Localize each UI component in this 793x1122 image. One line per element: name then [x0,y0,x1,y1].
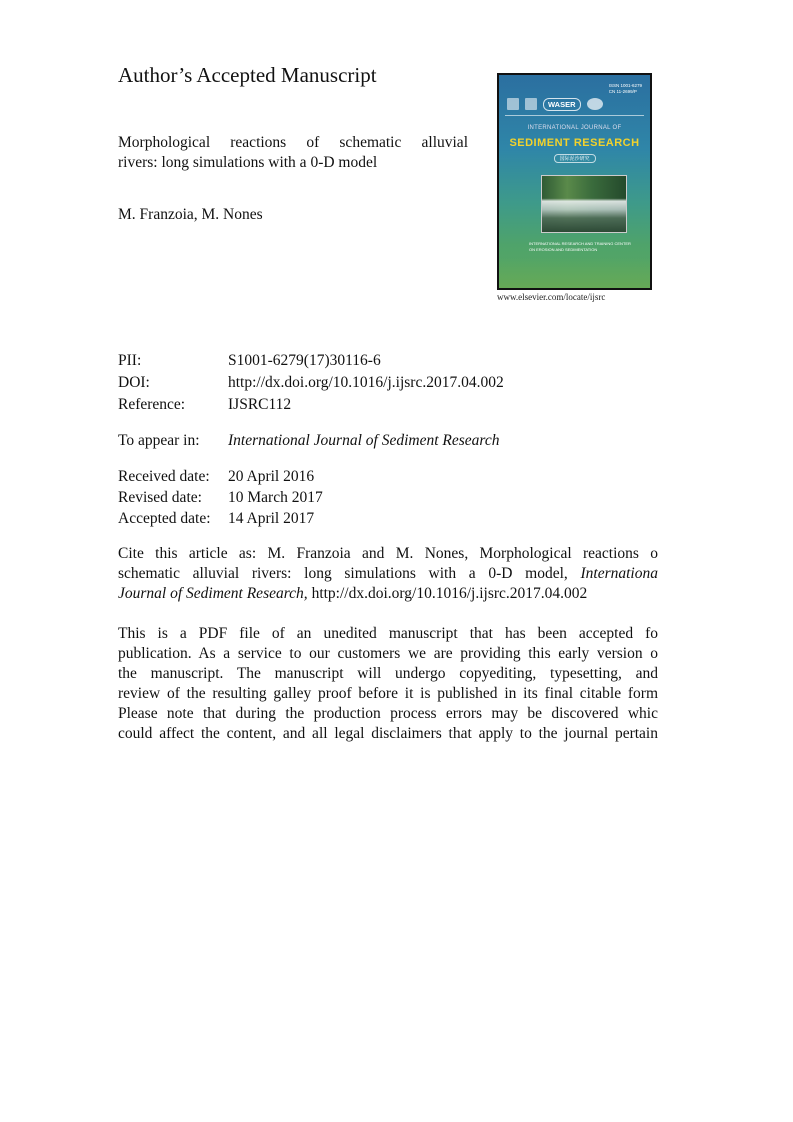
cover-journal-big: SEDIMENT RESEARCH [509,137,640,149]
doi-label: DOI: [118,374,150,391]
appear-label: To appear in: [118,432,200,449]
revised-value: 10 March 2017 [228,489,323,506]
cover-bottom-band [499,258,650,288]
appear-value: International Journal of Sediment Research [228,432,500,449]
accepted-value: 14 April 2017 [228,510,315,527]
cover-journal-small: INTERNATIONAL JOURNAL OF [527,125,622,131]
cover-logos [507,97,645,111]
reference-value: IJSRC112 [228,396,292,413]
pii-value: S1001-6279(17)30116-6 [228,352,381,369]
journal-cover-image [497,73,652,290]
disclaimer-line: Please note that during the production process errors may be discovered whic [118,705,658,722]
cover-issn: ISSN 1001-6279 CN 11-2699/P [608,83,642,94]
citation-line: Cite this article as: M. Franzoia and M. Nones, Morphological reactions o [118,545,658,562]
doi-link[interactable]: http://dx.doi.org/10.1016/j.ijsrc.2017.04.002 [228,374,504,391]
page-header-title: Author’s Accepted Manuscript [118,63,377,87]
disclaimer-line: publication. As a service to our customers we are providing this early version o [118,645,658,662]
article-title-line-1: Morphological reactions of schematic alluvial [118,134,468,151]
cover-waterfall-photo [541,175,627,233]
elsevier-logo-icon [507,98,519,110]
reference-label: Reference: [118,396,186,413]
journal-url: www.elsevier.com/locate/ijsrc [497,292,606,302]
disclaimer-line: This is a PDF file of an unedited manuscript that has been accepted fo [118,625,658,642]
disclaimer-line: could affect the content, and all legal disclaimers that apply to the journal pertain [118,725,658,742]
citation-line: Journal of Sediment Research, http://dx.doi.org/10.1016/j.ijsrc.2017.04.002 [118,585,588,602]
unesco-logo-icon [525,98,537,110]
citation-line: schematic alluvial rivers: long simulations with a 0-D model, Internationa [118,565,658,582]
disclaimer-paragraph [118,624,658,744]
revised-label: Revised date: [118,489,202,506]
cover-irtces: INTERNATIONAL RESEARCH AND TRAINING CENTER ON EROSION AND SEDIMENTATION [529,241,631,252]
irtces-seal-icon [587,98,603,110]
article-title [118,133,468,173]
cover-waser-logo: WASER [543,98,581,111]
cover-divider [505,115,644,116]
disclaimer-line: the manuscript. The manuscript will undergo copyediting, typesetting, and [118,665,658,682]
received-label: Received date: [118,468,210,485]
disclaimer-line: review of the resulting galley proof before it is published in its final citable form [118,685,658,702]
article-authors: M. Franzoia, M. Nones [118,206,263,223]
cover-chinese-title: 国际泥沙研究 [553,154,595,163]
received-value: 20 April 2016 [228,468,315,485]
citation-paragraph [118,544,658,604]
article-title-line-2: rivers: long simulations with a 0-D model [118,154,378,171]
accepted-label: Accepted date: [118,510,211,527]
pii-label: PII: [118,352,142,369]
